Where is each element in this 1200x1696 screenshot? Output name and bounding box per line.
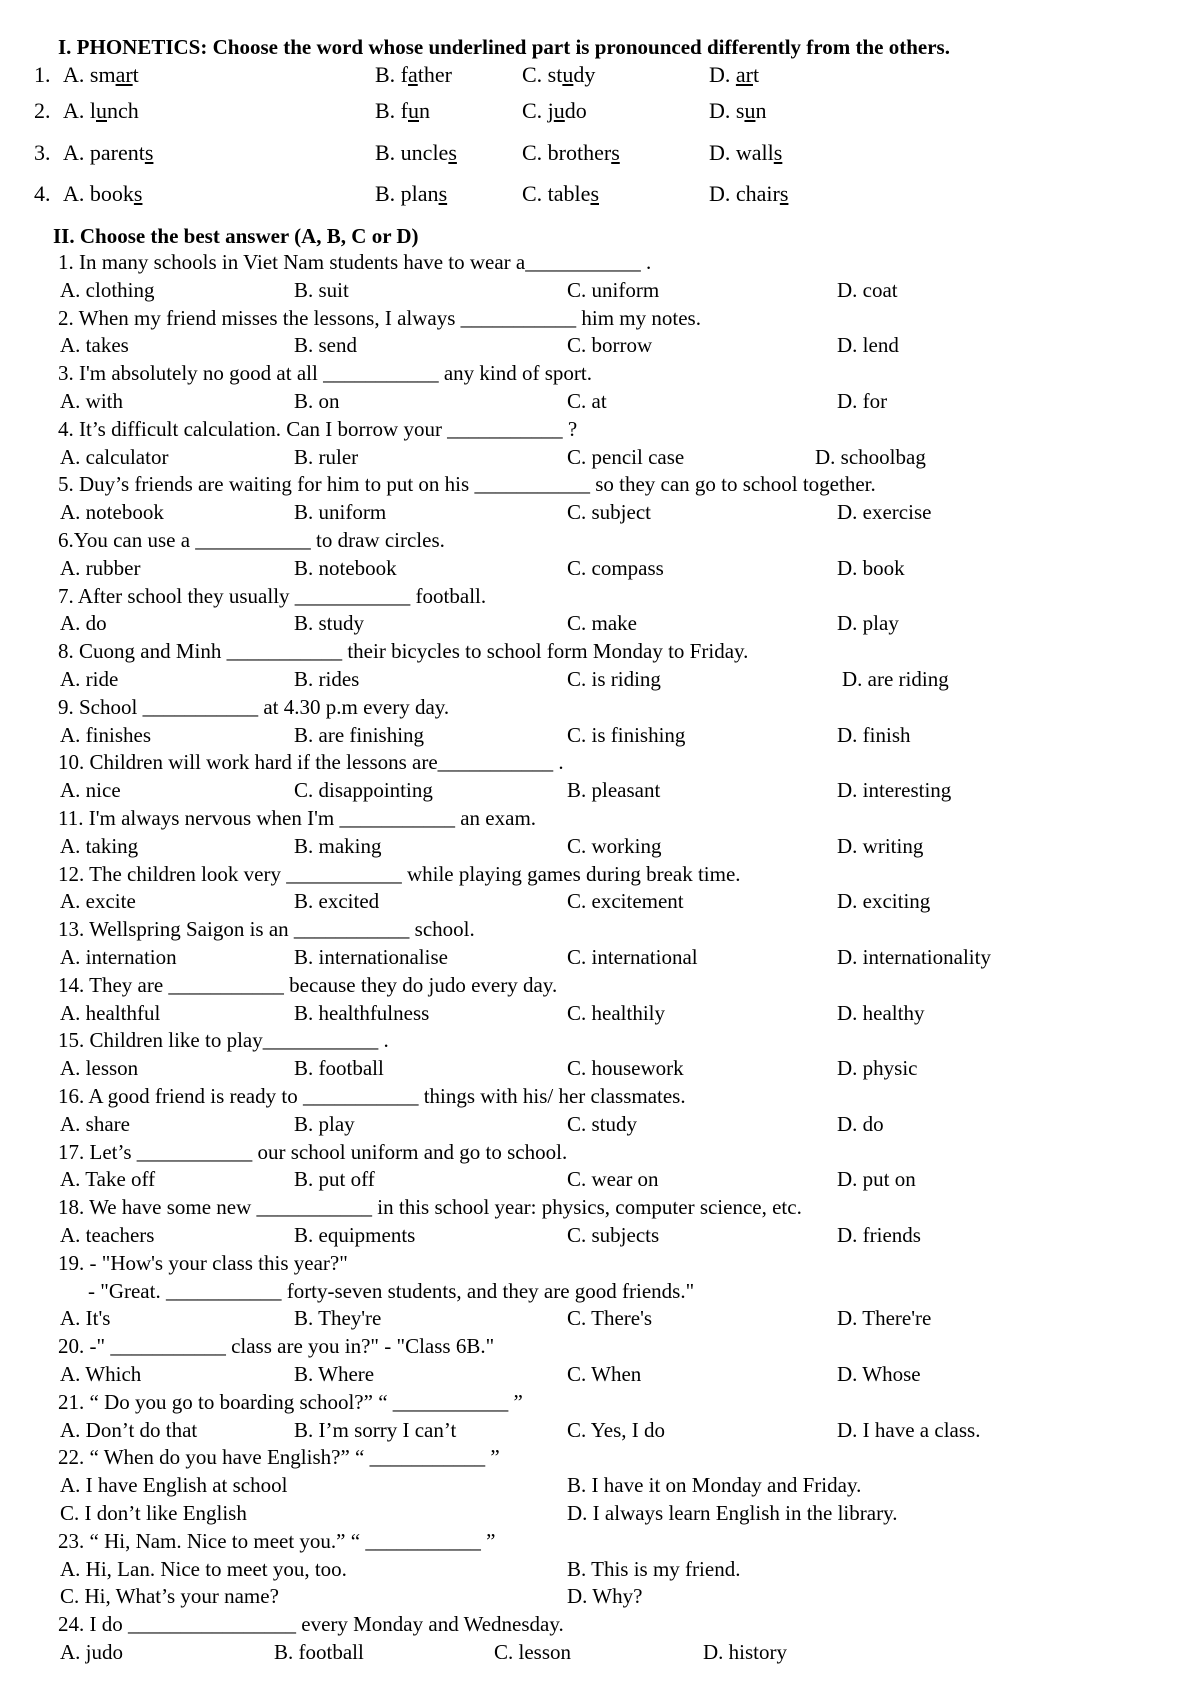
option-a[interactable]: A. books (63, 181, 143, 206)
answer-option[interactable]: B. send (294, 333, 357, 358)
answer-option[interactable]: D. for (837, 389, 888, 413)
answer-option[interactable]: C. Yes, I do (567, 1417, 666, 1442)
question-text: 17. Let’s ___________ our school uniform and go to school. (58, 1139, 568, 1164)
answer-option[interactable]: D. writing (837, 833, 924, 858)
item-number: 2. (34, 98, 51, 123)
question-text: 7. After school they usually ___________ football. (58, 583, 487, 608)
answer-option[interactable]: D. friends (837, 1223, 921, 1247)
answer-option[interactable]: D. book (837, 555, 905, 580)
answer-option[interactable]: C. compass (567, 555, 664, 580)
answer-option[interactable]: B. play (294, 1111, 355, 1136)
question-text: 9. School ___________ at 4.30 p.m every day. (58, 694, 450, 719)
phonetics-title: I. PHONETICS: Choose the word whose underlined part is pronounced differently from the others. (58, 35, 950, 59)
answer-option[interactable]: D. healthy (837, 1000, 925, 1025)
underlined-part: ar (115, 62, 133, 87)
answer-option[interactable]: C. at (567, 389, 607, 413)
answer-option[interactable]: C. housework (567, 1056, 684, 1081)
answer-option[interactable]: C. international (567, 945, 698, 969)
answer-option[interactable]: A. taking (60, 833, 139, 858)
answer-option[interactable]: A. notebook (60, 500, 164, 525)
answer-option[interactable]: A. judo (60, 1640, 123, 1664)
answer-option[interactable]: C. I don’t like English (60, 1501, 247, 1525)
answer-option[interactable]: C. is finishing (567, 722, 686, 747)
answer-option[interactable]: A. It's (60, 1306, 111, 1331)
question-text: 15. Children like to play___________ . (58, 1028, 389, 1053)
question-text: 24. I do ________________ every Monday and Wednesday. (58, 1612, 564, 1637)
option-a[interactable]: A. parents (63, 140, 154, 165)
answer-option[interactable]: C. make (567, 611, 637, 636)
answer-option[interactable]: C. is riding (567, 667, 661, 691)
answer-option[interactable]: A. teachers (60, 1223, 155, 1247)
answer-option[interactable]: A. ride (60, 667, 119, 691)
answer-option[interactable]: A. nice (60, 778, 121, 803)
question-text: 18. We have some new ___________ in this school year: physics, computer science, etc. (58, 1195, 802, 1220)
answer-option[interactable]: C. subjects (567, 1223, 660, 1247)
answer-option[interactable]: C. pencil case (567, 444, 685, 469)
answer-option[interactable]: B. I have it on Monday and Friday. (567, 1473, 862, 1498)
underlined-part: s (448, 140, 457, 165)
item-number: 1. (34, 62, 51, 87)
underlined-part: u (744, 98, 756, 123)
answer-option[interactable]: D. schoolbag (815, 444, 926, 469)
question-text: 20. -" ___________ class are you in?" - "Class 6B." (58, 1334, 495, 1359)
underlined-part: u (408, 98, 419, 123)
question-text: 14. They are ___________ because they do judo every day. (58, 972, 558, 997)
answer-option[interactable]: D. play (837, 611, 899, 636)
option-b[interactable]: B. uncles (375, 140, 457, 165)
answer-option[interactable]: D. exercise (837, 500, 932, 525)
option-d[interactable]: D. chairs (709, 181, 789, 206)
answer-option[interactable]: B. equipments (294, 1223, 416, 1247)
answer-option[interactable]: B. They're (294, 1306, 382, 1331)
answer-option[interactable]: D. There're (837, 1306, 932, 1331)
option-d[interactable]: D. walls (709, 140, 783, 165)
question-text: 3. I'm absolutely no good at all ___________ any kind of sport. (58, 361, 592, 386)
question-text: 11. I'm always nervous when I'm ___________ an exam. (58, 806, 537, 830)
question-text-continued: - "Great. ___________ forty-seven students, and they are good friends." (88, 1278, 695, 1303)
question-text: 13. Wellspring Saigon is an ___________ school. (58, 917, 475, 942)
answer-option[interactable]: C. study (567, 1111, 638, 1136)
answer-option[interactable]: C. excitement (567, 889, 684, 914)
answer-option[interactable]: A. internation (60, 945, 177, 969)
answer-option[interactable]: B. football (294, 1056, 384, 1081)
item-number: 3. (34, 140, 51, 165)
answer-option[interactable]: C. When (567, 1362, 642, 1386)
answer-option[interactable]: D. are riding (842, 667, 949, 691)
option-a[interactable]: A. lunch (63, 98, 139, 123)
option-c[interactable]: C. study (522, 62, 596, 87)
answer-option[interactable]: C. lesson (494, 1640, 572, 1664)
answer-option[interactable]: B. football (274, 1640, 364, 1664)
answer-option[interactable]: C. healthily (567, 1000, 665, 1025)
answer-option[interactable]: B. notebook (294, 555, 397, 580)
answer-option[interactable]: A. Hi, Lan. Nice to meet you, too. (60, 1556, 347, 1581)
question-text: 10. Children will work hard if the lessons are___________ . (58, 750, 564, 775)
underlined-part: u (553, 98, 565, 123)
answer-option[interactable]: C. Hi, What’s your name? (60, 1584, 279, 1609)
underlined-part: s (144, 140, 154, 165)
answer-option[interactable]: B. Where (294, 1362, 375, 1386)
underlined-part: s (773, 140, 783, 165)
answer-option[interactable]: B. I’m sorry I can’t (294, 1417, 457, 1442)
underlined-part: a (408, 62, 418, 87)
question-text: 12. The children look very ___________ while playing games during break time. (58, 861, 741, 886)
option-d[interactable]: D. sun (709, 98, 767, 123)
answer-option[interactable]: A. finishes (60, 722, 151, 747)
answer-option[interactable]: B. study (294, 611, 365, 636)
answer-option[interactable]: B. excited (294, 889, 380, 914)
question-text: 1. In many schools in Viet Nam students have to wear a___________ . (58, 250, 652, 274)
answer-option[interactable]: D. finish (837, 722, 911, 747)
answer-option[interactable]: B. ruler (294, 444, 359, 469)
answer-option[interactable]: D. I have a class. (837, 1417, 981, 1442)
answer-option[interactable]: A. lesson (60, 1056, 139, 1081)
answer-option[interactable]: D. physic (837, 1056, 918, 1081)
item-number: 4. (34, 181, 51, 206)
answer-option[interactable]: B. internationalise (294, 945, 448, 969)
answer-option[interactable]: A. with (60, 389, 123, 413)
answer-option[interactable]: D. put on (837, 1167, 916, 1192)
answer-option[interactable]: A. clothing (60, 277, 155, 302)
answer-option[interactable]: D. exciting (837, 889, 931, 914)
answer-option[interactable]: A. Which (60, 1362, 142, 1386)
answer-option[interactable]: C. borrow (567, 333, 653, 358)
answer-option[interactable]: B. This is my friend. (567, 1556, 741, 1581)
answer-option[interactable]: A. takes (60, 333, 129, 358)
underlined-part: s (779, 181, 789, 206)
option-b[interactable]: B. father (375, 62, 452, 87)
underlined-part: s (611, 140, 620, 165)
answer-option[interactable]: A. rubber (60, 555, 141, 580)
answer-option[interactable]: B. uniform (294, 500, 387, 525)
underlined-part: ar (735, 62, 753, 87)
question-text: 16. A good friend is ready to ___________ things with his/ her classmates. (58, 1084, 686, 1108)
option-d[interactable]: D. art (709, 62, 760, 87)
answer-option[interactable]: B. pleasant (567, 778, 661, 803)
answer-option[interactable]: B. making (294, 833, 382, 858)
section2-title: II. Choose the best answer (A, B, C or D) (53, 224, 419, 248)
answer-option[interactable]: A. healthful (60, 1000, 161, 1025)
answer-option[interactable]: B. rides (294, 667, 360, 691)
option-b[interactable]: B. plans (375, 181, 448, 206)
answer-option[interactable]: B. on (294, 389, 340, 413)
underlined-part: u (562, 62, 574, 87)
option-c[interactable]: C. tables (522, 181, 599, 206)
answer-option[interactable]: C. uniform (567, 277, 660, 302)
answer-option[interactable]: B. are finishing (294, 722, 425, 747)
underlined-part: s (133, 181, 143, 206)
question-text: 6.You can use a ___________ to draw circles. (58, 528, 445, 552)
answer-option[interactable]: D. Whose (837, 1362, 921, 1386)
question-text: 21. “ Do you go to boarding school?” “ ___________ ” (58, 1389, 523, 1414)
answer-option[interactable]: A. excite (60, 889, 136, 914)
answer-option[interactable]: B. put off (294, 1167, 375, 1192)
answer-option[interactable]: C. subject (567, 500, 651, 525)
question-text: 19. - "How's your class this year?" (58, 1250, 348, 1275)
question-text: 23. “ Hi, Nam. Nice to meet you.” “ ___________ ” (58, 1528, 496, 1553)
option-c[interactable]: C. brothers (522, 140, 620, 165)
question-text: 8. Cuong and Minh ___________ their bicycles to school form Monday to Friday. (58, 639, 749, 664)
answer-option[interactable]: A. do (60, 611, 107, 636)
answer-option[interactable]: A. Don’t do that (60, 1417, 198, 1442)
answer-option[interactable]: A. Take off (60, 1167, 156, 1192)
answer-option[interactable]: D. internationality (837, 945, 991, 969)
answer-option[interactable]: D. lend (837, 333, 899, 358)
question-text: 2. When my friend misses the lessons, I always ___________ him my notes. (58, 305, 701, 330)
answer-option[interactable]: C. wear on (567, 1167, 659, 1192)
answer-option[interactable]: B. healthfulness (294, 1000, 430, 1025)
answer-option[interactable]: A. I have English at school (60, 1473, 288, 1498)
answer-option[interactable]: A. share (60, 1111, 130, 1136)
question-text: 22. “ When do you have English?” “ ___________ ” (58, 1445, 500, 1470)
answer-option[interactable]: C. There's (567, 1306, 653, 1331)
option-c[interactable]: C. judo (522, 98, 587, 123)
answer-option[interactable]: A. calculator (60, 444, 169, 469)
option-a[interactable]: A. smart (63, 62, 139, 87)
answer-option[interactable]: D. history (703, 1640, 787, 1664)
question-text: 4. It’s difficult calculation. Can I borrow your ___________ ? (58, 416, 578, 441)
answer-option[interactable]: D. interesting (837, 778, 952, 803)
option-b[interactable]: B. fun (375, 98, 430, 123)
underlined-part: s (590, 181, 599, 206)
answer-option[interactable]: C. working (567, 833, 662, 858)
answer-option[interactable]: D. Why? (567, 1584, 643, 1609)
answer-option[interactable]: D. I always learn English in the library. (567, 1501, 898, 1525)
underlined-part: s (438, 181, 448, 206)
answer-option[interactable]: C. disappointing (294, 778, 433, 803)
answer-option[interactable]: D. coat (837, 277, 898, 302)
underlined-part: u (96, 98, 107, 123)
answer-option[interactable]: B. suit (294, 277, 349, 302)
question-text: 5. Duy’s friends are waiting for him to put on his ___________ so they can go to school together. (58, 472, 876, 497)
answer-option[interactable]: D. do (837, 1111, 884, 1136)
